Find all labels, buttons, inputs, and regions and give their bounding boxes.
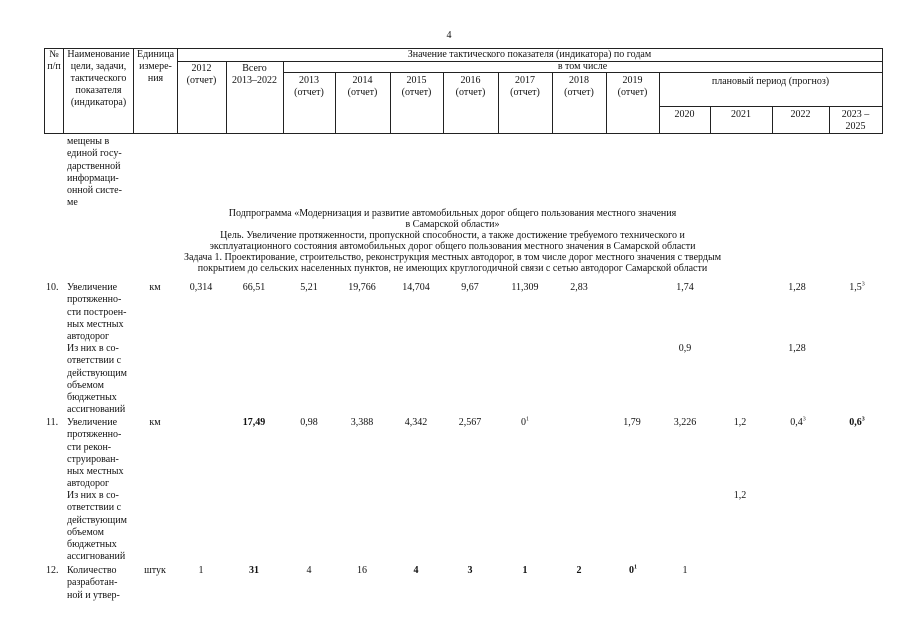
task-text: Задача 1. Проектирование, строительство, реконструкция местных автодорог, в том числе дорог местного значения с твердым (183, 252, 722, 263)
value-2019: $0^1$ (629, 564, 637, 576)
header-2014: 2014 (отчет) (347, 75, 378, 98)
page-number: 4 (446, 30, 452, 41)
header-2018: 2018 (отчет) (564, 75, 594, 98)
indicator-name: Количество разработан- ной и утвер- (67, 565, 120, 601)
goal-text-cont: эксплуатационного состояния автомобильных дорог общего пользования местного значения в Самарской области (209, 241, 696, 252)
value-2021: 1,2 (733, 417, 747, 428)
value-2020: 1,74 (676, 282, 694, 293)
row-number: 12. (46, 565, 59, 576)
header-total: Всего 2013–2022 (232, 63, 277, 86)
subprogram-title-cont: в Самарской области» (405, 219, 500, 230)
value-2017: $0^1$ (521, 416, 529, 428)
value-2021: 1,2 (733, 490, 747, 501)
row-number: 10. (46, 282, 59, 293)
indicator-name: Из них в со- ответствии с действующим объемом бюджетных ассигнований (67, 490, 127, 563)
task-text-cont: покрытием до сельских населенных пунктов, не имеющих круглогодичной связи с сетью автодорог Самарской области (197, 263, 708, 274)
value-total: 31 (249, 565, 259, 576)
value-2013: 4 (306, 565, 312, 576)
value-2016: 9,67 (461, 282, 479, 293)
value-total: 17,49 (242, 417, 266, 428)
header-including: в том числе (557, 61, 608, 72)
header-unit: Единица измере- ния (136, 49, 175, 84)
value-2020: 0,9 (678, 343, 692, 354)
header-2023-2025: 2023 – 2025 (841, 109, 870, 132)
footnote-mark: 1 (526, 416, 529, 423)
indicator-name: Увеличение протяженно- сти построен- ных местных автодорог (67, 282, 127, 343)
value-2016: 3 (467, 565, 473, 576)
footnote-mark: 1 (634, 564, 637, 571)
header-2022: 2022 (790, 109, 811, 120)
value-2013: 5,21 (300, 282, 318, 293)
value-2014: 19,766 (348, 282, 376, 293)
value-2017: 11,309 (511, 282, 539, 293)
continued-indicator-text: мещены в единой госу- дарственной информаци- онной систе- ме (67, 136, 122, 209)
header-2020: 2020 (674, 109, 695, 120)
value-2014: 16 (357, 565, 367, 576)
header-planned: плановый период (прогноз) (711, 76, 830, 87)
value-2012: 1 (198, 565, 204, 576)
value-2015: 4,342 (404, 417, 428, 428)
header-2016: 2016 (отчет) (455, 75, 486, 98)
indicator-name: Увеличение протяженно- сти рекон- струирован- ных местных автодорог (67, 417, 124, 490)
value-2022: $0,4^3$ (790, 416, 806, 428)
value-total: 66,51 (242, 282, 266, 293)
header-2015: 2015 (отчет) (401, 75, 432, 98)
value-2018: 2,83 (570, 282, 588, 293)
value-2022: 1,28 (788, 343, 806, 354)
header-2013: 2013 (отчет) (294, 75, 324, 98)
value-2023-2025: $0,6^3$ (849, 416, 865, 428)
header-2017: 2017 (отчет) (510, 75, 540, 98)
row-number: 11. (46, 417, 59, 428)
value-2014: 3,388 (350, 417, 374, 428)
value-2012: 0,314 (189, 282, 213, 293)
value-2015: 4 (413, 565, 419, 576)
value-2017: 1 (522, 565, 528, 576)
header-num: № п/п (47, 49, 61, 72)
value-2020: 3,226 (673, 417, 697, 428)
value-2023-2025: $1,5^3$ (849, 281, 865, 293)
header-name: Наименование цели, задачи, тактического показателя (индикатора) (67, 49, 130, 108)
footnote-mark: 3 (861, 416, 865, 423)
header-value-title: Значение тактического показателя (индикатора) по годам (407, 49, 652, 60)
value-2013: 0,98 (300, 417, 318, 428)
subprogram-title: Подпрограмма «Модернизация и развитие автомобильных дорог общего пользования местного значения (228, 208, 677, 219)
indicator-name: Из них в со- ответствии с действующим объемом бюджетных ассигнований (67, 343, 127, 416)
header-2021: 2021 (731, 109, 751, 120)
value-2020: 1 (682, 565, 688, 576)
footnote-mark: 3 (802, 416, 806, 423)
value-2022: 1,28 (788, 282, 806, 293)
value-2018: 2 (576, 565, 582, 576)
unit-cell: км (149, 417, 161, 428)
header-2012: 2012 (отчет) (186, 63, 217, 86)
unit-cell: км (149, 282, 161, 293)
goal-text: Цель. Увеличение протяженности, пропускной способности, а также достижение требуемого технического и (220, 230, 685, 241)
value-2019: 1,79 (623, 417, 641, 428)
unit-cell: штук (144, 565, 166, 576)
value-2016: 2,567 (458, 417, 482, 428)
header-2019: 2019 (отчет) (617, 75, 648, 98)
footnote-mark: 3 (861, 281, 865, 288)
value-2015: 14,704 (402, 282, 430, 293)
